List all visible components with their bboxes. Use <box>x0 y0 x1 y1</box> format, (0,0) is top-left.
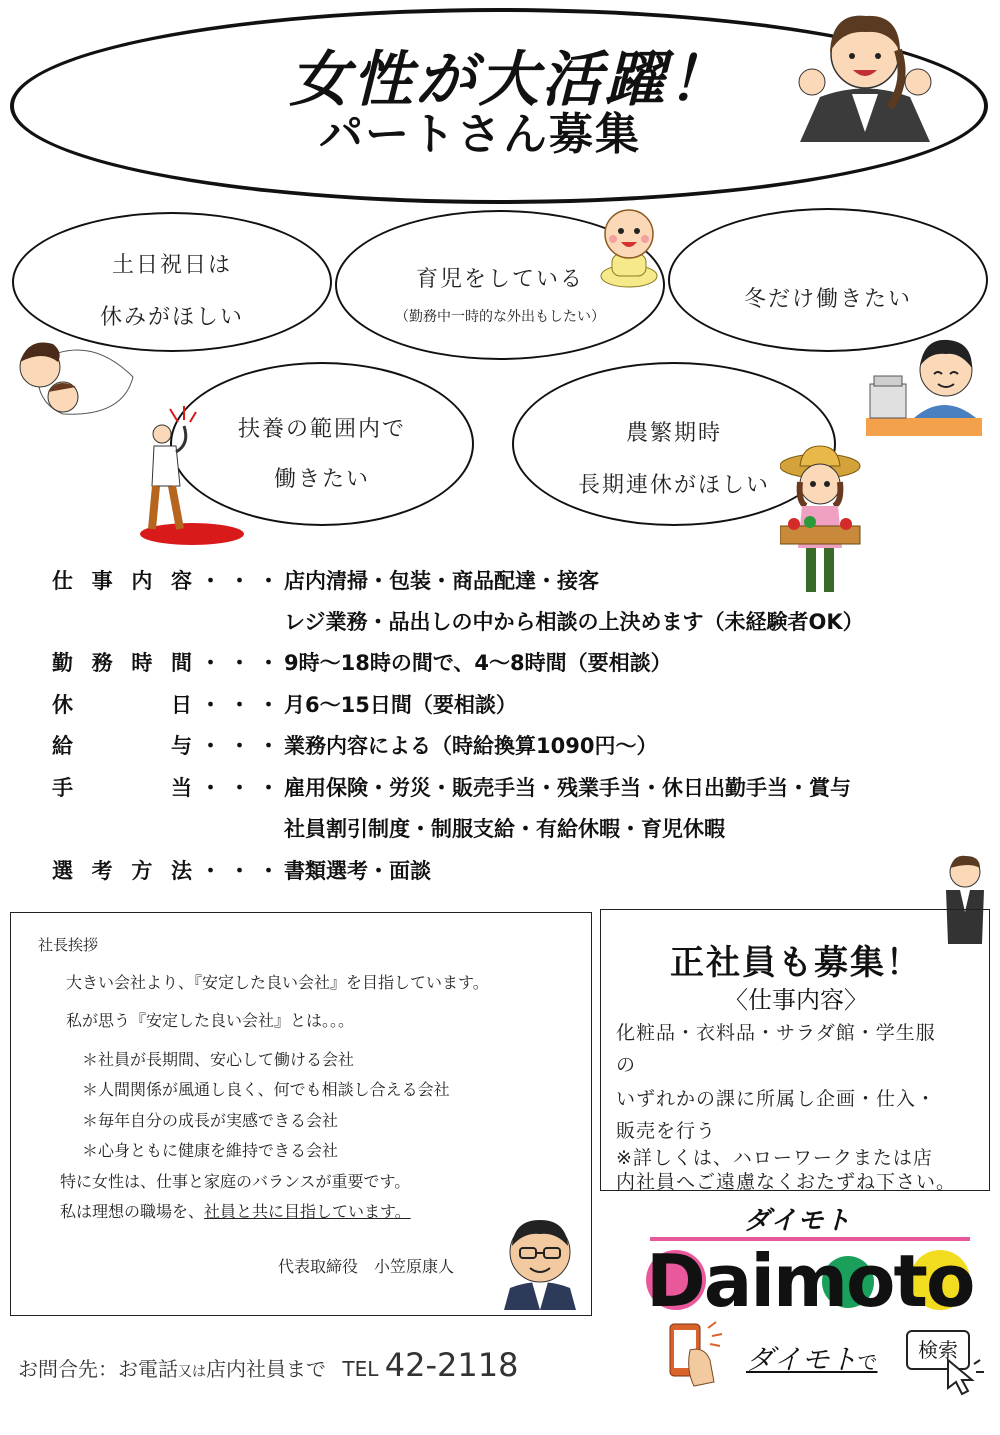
info-dots: ・・・ <box>200 734 287 758</box>
contact-text-b: 店内社員まで <box>206 1357 326 1381</box>
info-value-job-1: 店内清掃・包装・商品配達・接客 <box>284 569 599 593</box>
info-value-allowance-1: 雇用保険・労災・販売手当・残業手当・休日出勤手当・賞与 <box>284 776 851 800</box>
president-line: 特に女性は、仕事と家庭のバランスが重要です。 <box>60 1172 411 1191</box>
info-value-allowance-2: 社員割引制度・制服支給・有給休暇・育児休暇 <box>284 817 725 841</box>
daimoto-logo <box>640 1242 980 1318</box>
info-value-job-2: レジ業務・品出しの中から相談の上決めます（未経験者OK） <box>284 610 864 634</box>
logo-kana: ダイモト <box>744 1206 852 1236</box>
info-dots: ・・・ <box>200 569 287 593</box>
bubble-winter-line1: 冬だけ働きたい <box>743 287 912 312</box>
smartphone-hand-icon <box>664 1320 730 1390</box>
strong-woman-illustration <box>140 404 250 546</box>
tel-label: TEL <box>342 1357 379 1381</box>
president-bullet: ＊毎年自分の成長が実感できる会社 <box>82 1111 339 1130</box>
fulltime-subtitle: 〈仕事内容〉 <box>724 986 868 1014</box>
cheering-woman-illustration <box>790 2 940 142</box>
president-bullet: ＊社員が長期間、安心して働ける会社 <box>82 1050 355 1069</box>
info-value-holidays: 月6～15日間（要相談） <box>284 693 517 717</box>
subheadline: パートさん募集 <box>319 109 641 160</box>
info-label-hours: 勤 務 時 間 <box>52 651 192 675</box>
tel-number[interactable]: 42-2118 <box>384 1346 519 1384</box>
cashier-illustration <box>864 322 984 438</box>
fulltime-line: の <box>616 1054 637 1076</box>
president-bullet: ＊人間関係が風通し良く、何でも相談し合える会社 <box>82 1080 450 1099</box>
fulltime-line: 販売を行う <box>616 1120 717 1142</box>
president-last-underlined: 社員と共に目指しています。 <box>204 1202 411 1221</box>
bubble-weekend-line2: 休みがほしい <box>99 305 244 330</box>
president-line-last <box>60 1199 411 1222</box>
president-line: 大きい会社より、『安定した良い会社』を目指しています。 <box>66 973 489 992</box>
svg-text:Daimoto: Daimoto <box>646 1242 974 1318</box>
info-value-hours: 9時～18時の間で、4～8時間（要相談） <box>284 651 672 675</box>
bubble-childcare-line1: 育児をしている <box>415 267 584 292</box>
cursor-icon <box>944 1358 988 1398</box>
contact-line <box>18 1346 518 1384</box>
president-signature: 代表取締役 小笠原康人 <box>278 1257 455 1276</box>
bubble-weekend-line1: 土日祝日は <box>111 253 232 278</box>
info-label-allowance: 手 当 <box>52 776 192 800</box>
bubble-farming-line2: 長期連休がほしい <box>577 473 770 498</box>
info-dots: ・・・ <box>200 776 287 800</box>
fulltime-title: 正社員も募集！ <box>670 943 922 983</box>
president-last-prefix: 私は理想の職場を、 <box>60 1202 205 1221</box>
info-value-selection: 書類選考・面談 <box>284 859 431 883</box>
info-label-salary: 給 与 <box>52 734 192 758</box>
info-dots: ・・・ <box>200 859 287 883</box>
fulltime-line: 内社員へご遠慮なくおたずね下さい。 <box>616 1171 957 1193</box>
headline: 女性が大活躍！ <box>289 45 731 115</box>
search-keyword: ダイモトで <box>746 1343 878 1376</box>
baby-illustration <box>594 204 664 288</box>
bubble-dependent-line2: 働きたい <box>273 467 370 492</box>
president-line: 私が思う『安定した良い会社』とは。。。 <box>66 1011 355 1030</box>
logo-underline <box>650 1237 970 1241</box>
mother-child-illustration <box>8 322 138 422</box>
info-label-holidays: 休 日 <box>52 693 192 717</box>
contact-text-a: お問合先：お電話 <box>18 1357 178 1381</box>
bubble-dependent-line1: 扶養の範囲内で <box>237 417 406 442</box>
info-dots: ・・・ <box>200 651 287 675</box>
info-value-salary: 業務内容による（時給換算1090円～） <box>284 734 658 758</box>
bubble-farming-line1: 農繁期時 <box>625 421 722 446</box>
info-label-selection: 選 考 方 法 <box>52 859 192 883</box>
info-label-job: 仕 事 内 容 <box>52 569 192 593</box>
fulltime-line: 化粧品・衣料品・サラダ館・学生服 <box>616 1022 936 1044</box>
search-button[interactable]: 検索 <box>906 1330 970 1370</box>
fulltime-line: ※詳しくは、ハローワークまたは店 <box>616 1147 933 1169</box>
contact-text-small: 又は <box>178 1364 206 1380</box>
bubble-childcare-note: （勤務中一時的な外出もしたい） <box>395 309 605 325</box>
president-heading: 社長挨拶 <box>38 936 99 954</box>
farmer-woman-illustration <box>780 444 864 600</box>
president-bullet: ＊心身ともに健康を維持できる会社 <box>82 1141 339 1160</box>
info-dots: ・・・ <box>200 693 287 717</box>
fulltime-line: いずれかの課に所属し企画・仕入・ <box>616 1088 937 1110</box>
president-portrait <box>500 1212 580 1310</box>
